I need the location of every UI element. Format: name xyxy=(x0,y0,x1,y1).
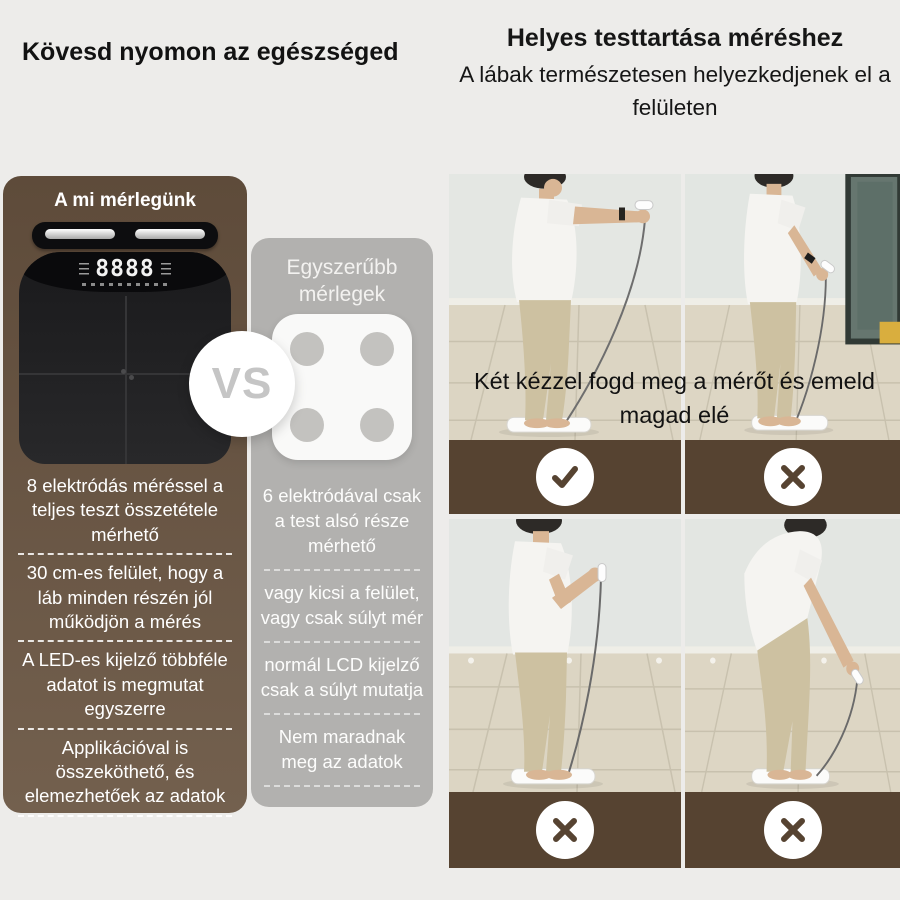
vs-label: VS xyxy=(211,359,273,408)
dashed-divider xyxy=(264,785,421,787)
dashed-divider xyxy=(264,641,421,643)
scale-handle-bar xyxy=(32,222,218,249)
dashed-divider xyxy=(264,713,421,715)
verdict-strip-incorrect xyxy=(449,792,681,868)
electrode-pad xyxy=(360,332,394,366)
feature-item: 6 elektródával csak a test alsó része mérhető xyxy=(262,485,422,556)
our-scale-title: A mi mérlegünk xyxy=(54,190,196,211)
simple-scales-title: Egyszerűbb mérlegek xyxy=(286,256,398,307)
scale-divider-vertical xyxy=(125,296,127,464)
simple-scales-card xyxy=(251,238,433,807)
feature-item: vagy kicsi a felület, vagy csak súlyt mér xyxy=(260,581,424,628)
photo-illustration xyxy=(449,519,681,792)
electrode-pad xyxy=(360,408,394,442)
dashed-divider xyxy=(18,553,233,555)
feature-item: Nem maradnak meg az adatok xyxy=(278,725,406,772)
photo-illustration xyxy=(685,519,900,792)
our-scale-card xyxy=(3,176,247,813)
verdict-strip-incorrect xyxy=(685,792,900,868)
dashed-divider xyxy=(18,728,233,730)
check-icon xyxy=(536,448,594,506)
posture-caption: Két kézzel fogd meg a mérőt és emeld magad elé xyxy=(473,368,875,429)
electrode-pad xyxy=(290,408,324,442)
posture-photo-grid xyxy=(449,174,900,868)
posture-photo-incorrect-bent-forward xyxy=(685,519,900,792)
dashed-divider xyxy=(18,815,233,817)
feature-item: 30 cm-es felület, hogy a láb minden részén jól működjön a mérés xyxy=(26,562,224,633)
led-icon-row xyxy=(82,283,168,286)
feature-item: A LED-es kijelző többféle adatot is megmutat egyszerre xyxy=(22,649,228,720)
led-side-ticks xyxy=(161,263,171,277)
handle-grip-left xyxy=(45,229,115,239)
dashed-divider xyxy=(264,569,421,571)
left-section-title: Kövesd nyomon az egészséged xyxy=(22,38,399,66)
led-digits: 8888 xyxy=(95,256,155,282)
vs-badge xyxy=(189,331,295,437)
electrode-dot xyxy=(121,369,126,374)
glass-door xyxy=(848,174,900,343)
handle-grip-right xyxy=(135,229,205,239)
led-side-ticks xyxy=(79,263,89,277)
led-display xyxy=(19,252,231,292)
x-icon xyxy=(764,801,822,859)
electrode-pad xyxy=(290,332,324,366)
x-icon xyxy=(536,801,594,859)
verdict-strip-correct xyxy=(449,440,681,514)
feature-item: Applikációval is összeköthető, és elemezhetőek az adatok xyxy=(24,736,226,807)
feature-item: 8 elektródás méréssel a teljes teszt összetétele mérhető xyxy=(26,475,224,545)
our-scale-feature-list xyxy=(3,468,247,821)
electrode-dot xyxy=(129,375,134,380)
posture-subtitle: A lábak természetesen helyezkedjenek el a felületen xyxy=(459,62,891,120)
simple-scales-feature-list xyxy=(251,474,433,795)
x-icon xyxy=(764,448,822,506)
posture-photo-incorrect-hands-at-chest xyxy=(449,519,681,792)
dashed-divider xyxy=(18,640,233,642)
right-section-header xyxy=(450,24,900,124)
verdict-strip-incorrect xyxy=(685,440,900,514)
feature-item: normál LCD kijelző csak a súlyt mutatja xyxy=(260,653,424,700)
posture-title: Helyes testtartása méréshez xyxy=(506,24,844,52)
